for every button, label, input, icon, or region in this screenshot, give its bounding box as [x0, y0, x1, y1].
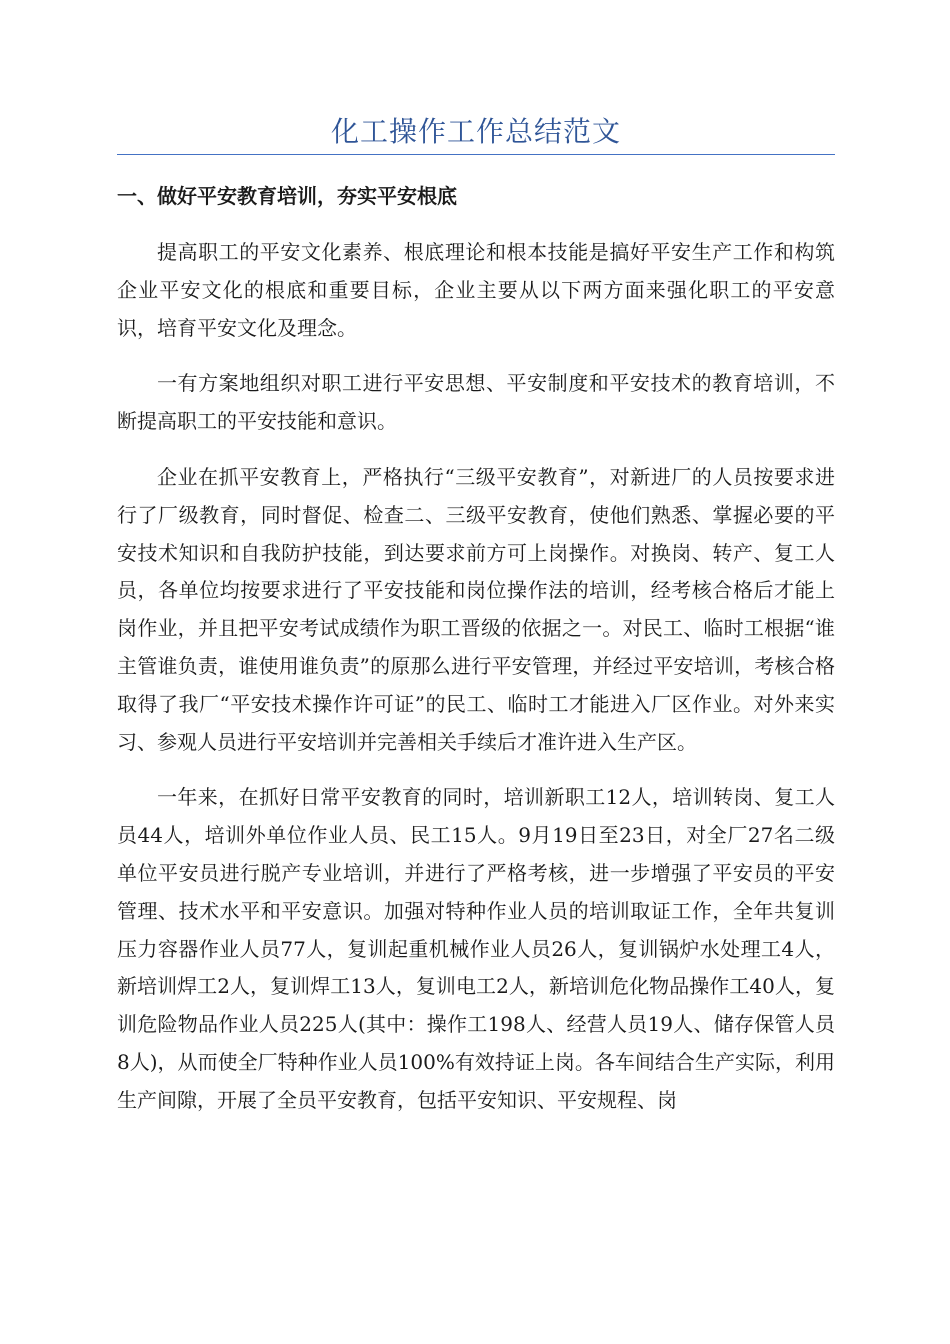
body-paragraph: 企业在抓平安教育上，严格执行“三级平安教育”，对新进厂的人员按要求进行了厂级教育，同时督促、检查二、三级平安教育，使他们熟悉、掌握必要的平安技术知识和自我防护技能，到达要求前方可上岗操作。对换岗、转产、复工人员，各单位均按要求进行了平安技能和岗位操作法的培训，经考核合格后才能上岗作业，并且把平安考试成绩作为职工晋级的依据之一。对民工、临时工根据“谁主管谁负责，谁使用谁负责”的原那么进行平安管理，并经过平安培训，考核合格取得了我厂“平安技术操作许可证”的民工、临时工才能进入厂区作业。对外来实习、参观人员进行平安培训并完善相关手续后才准许进入生产区。 [117, 464, 835, 754]
body-paragraph: 一年来，在抓好日常平安教育的同时，培训新职工12人，培训转岗、复工人员44人，培训外单位作业人员、民工15人。9月19日至23日，对全厂27名二级单位平安员进行脱产专业培训，并进行了严格考核，进一步增强了平安员的平安管理、技术水平和平安意识。加强对特种作业人员的培训取证工作，全年共复训压力容器作业人员77人，复训起重机械作业人员26人，复训锅炉水处理工4人，新培训焊工2人，复训焊工13人，复训电工2人，新培训危化物品操作工40人，复训危险物品作业人员225人(其中：操作工198人、经营人员19人、储存保管人员8人)，从而使全厂特种作业人员100%有效持证上岗。各车间结合生产实际，利用生产间隙，开展了全员平安教育，包括平安知识、平安规程、岗 [117, 785, 835, 1112]
document-body [117, 176, 835, 1120]
document-title: 化工操作工作总结范文 [330, 115, 621, 148]
body-paragraph: 一有方案地组织对职工进行平安思想、平安制度和平安技术的教育培训，不断提高职工的平安技能和意识。 [117, 371, 835, 434]
body-paragraph: 提高职工的平安文化素养、根底理论和根本技能是搞好平安生产工作和构筑企业平安文化的根底和重要目标，企业主要从以下两方面来强化职工的平安意识，培育平安文化及理念。 [117, 240, 835, 340]
title-underline [117, 154, 835, 155]
section-heading: 一、做好平安教育培训，夯实平安根底 [117, 184, 457, 208]
